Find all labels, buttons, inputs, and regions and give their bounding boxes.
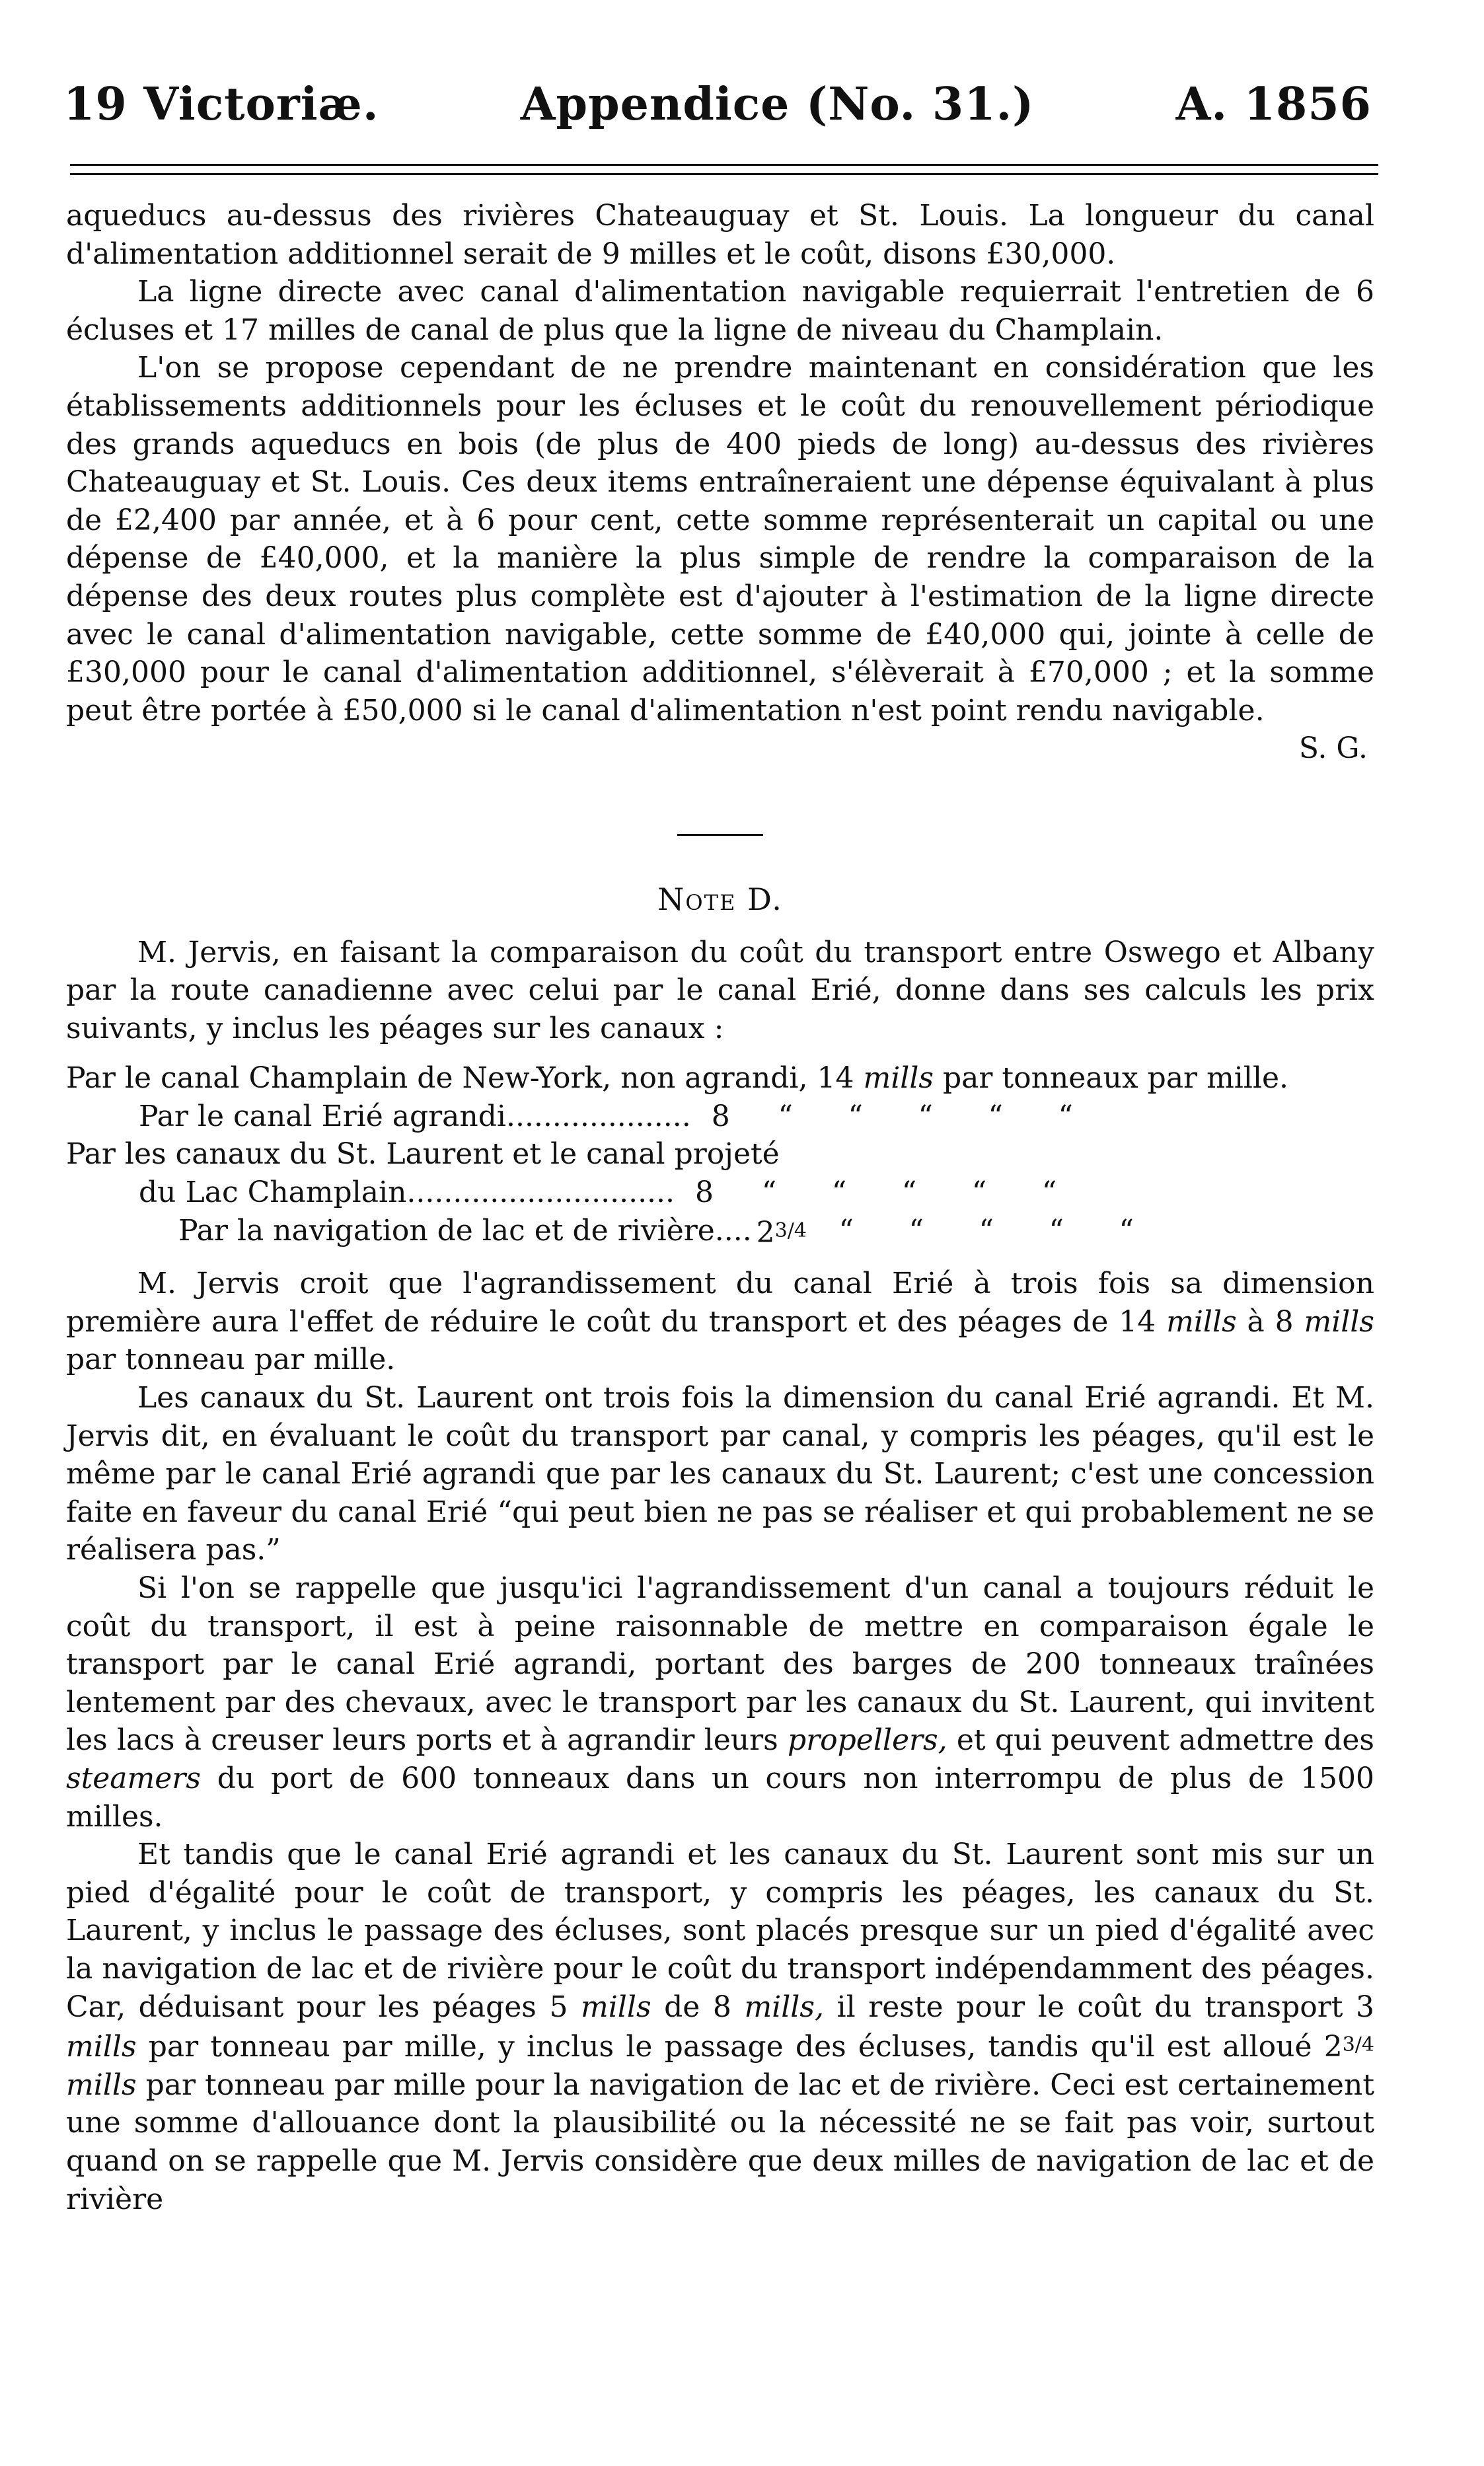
body-text xyxy=(66,197,1374,2218)
note-intro: M. Jervis, en faisant la comparaison du coût du transport entre Oswego et Albany par la route canadienne avec celui par le canal Erié, donne dans ses calculs les prix suivants, y inclus les péages sur les canaux : xyxy=(66,935,1374,1045)
paragraph-jervis-1: M. Jervis croit que l'agrandissement du canal Erié à trois fois sa dimension première aura l'effet de réduire le coût du transport et des péages de 14 mills à 8 mills par tonneau par mille. xyxy=(66,1267,1375,1377)
ditto-marks: “ “ “ “ “ xyxy=(838,1213,1134,1248)
rates-table xyxy=(66,1059,1374,1252)
rates-row-1: Par le canal Champlain de New-York, non agrandi, 14 mills par tonneaux par mille. xyxy=(66,1061,1289,1096)
ditto-marks: “ “ “ “ “ xyxy=(761,1176,1057,1210)
paragraph-jervis-2: Les canaux du St. Laurent ont trois fois la dimension du canal Erié agrandi. Et M. Jervis dit, en évaluant le coût du transport par canal, y compris les péages, qu'il est le même par le canal Erié agrandi que par les canaux du St. Laurent; c'est une concession faite en faveur du canal Erié “qui peut bien ne pas se réaliser et qui probablement ne se réalisera pas.” xyxy=(66,1381,1374,1567)
note-title-letter: D. xyxy=(747,881,783,917)
page-header xyxy=(63,78,1372,131)
note-title-word: Note xyxy=(657,881,737,917)
header-center: Appendice (No. 31.) xyxy=(520,78,1035,131)
ditto-marks: “ “ “ “ “ xyxy=(778,1099,1073,1133)
header-right: A. 1856 xyxy=(1175,78,1372,131)
paragraph-3: L'on se propose cependant de ne prendre maintenant en considération que les établissements additionnels pour les écluses et le coût du renouvellement périodique des grands aqueducs en bois (de plus de 400 pieds de long) au-dessus des rivières Chateauguay et St. Louis. Ces deux items entraîneraient une dépense équivalant à plus de £2,400 par année, et à 6 pour cent, cette somme représenterait un capital ou une dépense de £40,000, et la manière la plus simple de rendre la comparaison de la dépense des deux routes plus complète est d'ajouter à l'estimation de la ligne directe avec le canal d'alimentation navigable, cette somme de £40,000 qui, jointe à celle de £30,000 pour le canal d'alimentation additionnel, s'élèverait à £70,000 ; et la somme peut être portée à £50,000 si le canal d'alimentation n'est point rendu navigable. xyxy=(66,351,1374,728)
paragraph-jervis-4: Et tandis que le canal Erié agrandi et les canaux du St. Laurent sont mis sur un pied d'égalité pour le coût de transport, y compris les péages, les canaux du St. Laurent, y inclus le passage des écluses, sont placés presque sur un pied d'égalité avec la navigation de lac et de rivière pour le coût du transport indépendamment des péages. Car, déduisant pour les péages 5 mills de 8 mills, il reste pour le coût du transport 3 mills par tonneau par mille, y inclus le passage des écluses, tandis qu'il est alloué 23/4 mills par tonneau par mille pour la navigation de lac et de rivière. Ceci est certainement une somme d'allouance dont la plausibilité ou la nécessité ne se fait pas voir, surtout quand on se rappelle que M. Jervis considère que deux milles de navigation de lac et de rivière xyxy=(66,1838,1374,2216)
rates-row-5: Par la navigation de lac et de rivière.... 23/4 “ “ “ “ “ xyxy=(66,1212,1374,1252)
paragraph-1: aqueducs au-dessus des rivières Chateauguay et St. Louis. La longueur du canal d'alimentation additionnel serait de 9 milles et le coût, disons £30,000. xyxy=(66,199,1374,271)
paragraph-2: La ligne directe avec canal d'alimentation navigable requierrait l'entretien de 6 écluses et 17 milles de canal de plus que la ligne de niveau du Champlain. xyxy=(66,275,1374,347)
section-divider xyxy=(677,834,763,836)
rates-row-4: du Lac Champlain............................. 8 “ “ “ “ “ xyxy=(66,1174,1374,1212)
paragraph-jervis-3: Si l'on se rappelle que jusqu'ici l'agrandissement d'un canal a toujours réduit le coût du transport, il est à peine raisonnable de mettre en comparaison égale le transport par le canal Erié agrandi, portant des barges de 200 tonneaux traînées lentement par des chevaux, avec le transport par les canaux du St. Laurent, qui invitent les lacs à creuser leurs ports et à agrandir leurs propellers, et qui peuvent admettre des steamers du port de 600 tonneaux dans un cours non interrompu de plus de 1500 milles. xyxy=(66,1571,1374,1834)
signature: S. G. xyxy=(1298,731,1368,766)
header-rule-top xyxy=(70,164,1378,166)
rates-row-3: Par les canaux du St. Laurent et le canal projeté xyxy=(66,1137,780,1172)
rates-row-2: Par le canal Erié agrandi.................... 8 “ “ “ “ “ xyxy=(66,1098,1374,1136)
note-title xyxy=(66,881,1374,919)
header-rule-bottom xyxy=(70,173,1378,175)
header-left: 19 Victoriæ. xyxy=(63,78,379,131)
